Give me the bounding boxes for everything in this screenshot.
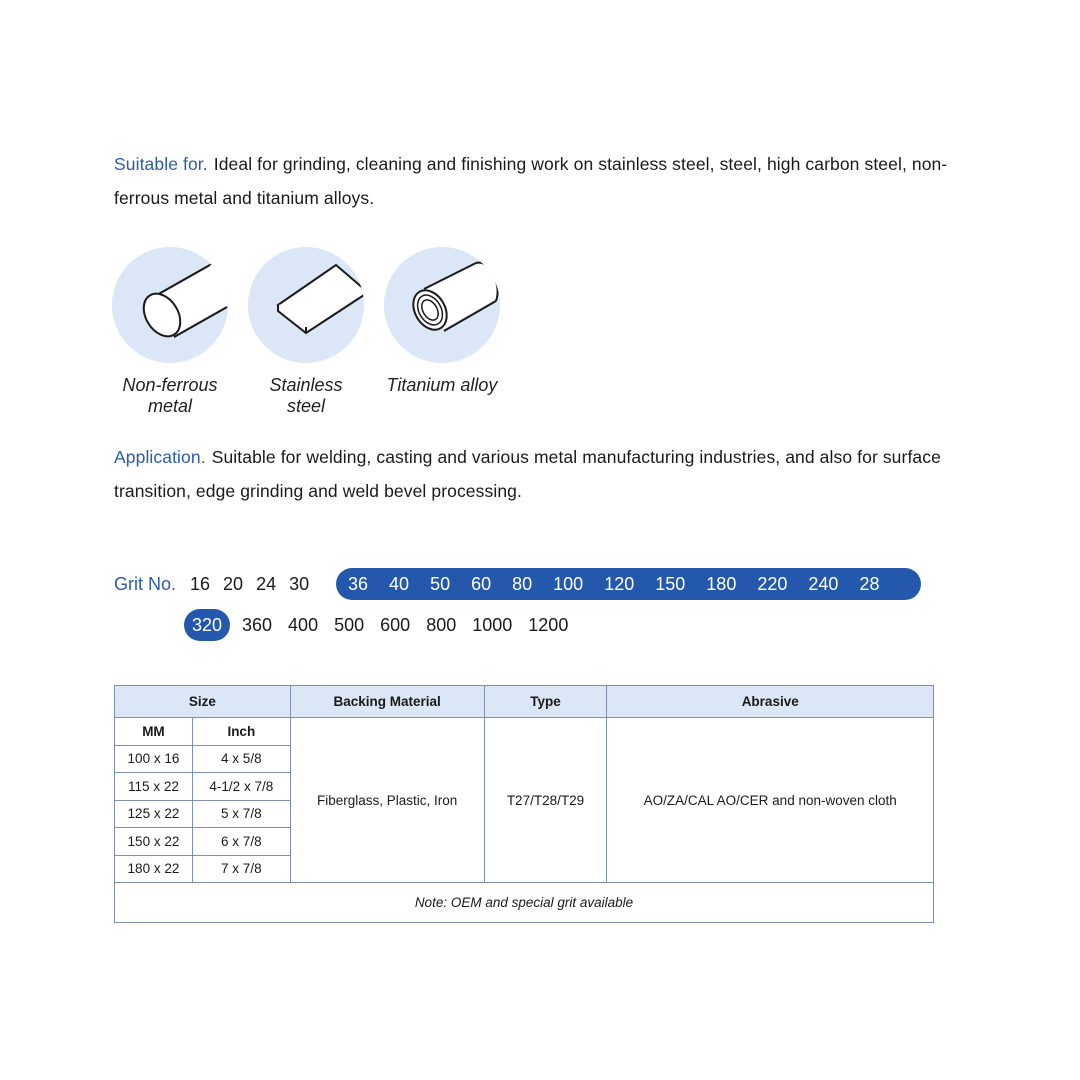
cell-type: T27/T28/T29 <box>484 718 607 883</box>
grit-value: 180 <box>706 573 737 594</box>
header-abrasive: Abrasive <box>607 686 934 718</box>
application-paragraph <box>114 440 994 508</box>
cell-inch: 4 x 5/8 <box>192 745 290 773</box>
grit-value: 1000 <box>472 614 513 635</box>
material-label: Titanium alloy <box>386 375 498 395</box>
grit-highlight-pill <box>336 568 921 600</box>
application-lead: Application. <box>114 447 206 467</box>
cell-mm: 100 x 16 <box>115 745 193 773</box>
material-non-ferrous <box>112 247 228 417</box>
subheader-mm: MM <box>115 718 193 746</box>
suitable-text: Ideal for grinding, cleaning and finishing work on stainless steel, steel, high carbon steel, non-ferrous metal and titanium alloys. <box>114 154 948 208</box>
table-header-row <box>115 686 934 718</box>
grit-row1-plain <box>190 568 322 600</box>
grit-value: 600 <box>380 614 411 635</box>
cell-abrasive: AO/ZA/CAL AO/CER and non-woven cloth <box>607 718 934 883</box>
application-text: Suitable for welding, casting and various metal manufacturing industries, and also for surface transition, edge grinding and weld bevel processing. <box>114 447 941 501</box>
grit-value: 320 <box>192 614 223 635</box>
suitable-lead: Suitable for. <box>114 154 208 174</box>
round-bar-icon <box>112 247 228 363</box>
grit-value: 60 <box>471 573 492 594</box>
grit-value: 36 <box>348 573 369 594</box>
header-backing: Backing Material <box>290 686 484 718</box>
grit-value: 80 <box>512 573 533 594</box>
grit-value: 1200 <box>528 614 569 635</box>
grit-value: 360 <box>242 614 273 635</box>
material-label: Stainless steel <box>269 375 343 416</box>
grit-value: 100 <box>553 573 584 594</box>
grit-value: 20 <box>223 573 244 594</box>
suitable-paragraph <box>114 147 994 215</box>
grit-value: 50 <box>430 573 451 594</box>
grit-value: 16 <box>190 573 211 594</box>
spec-table <box>114 685 934 923</box>
header-type: Type <box>484 686 607 718</box>
cell-inch: 6 x 7/8 <box>192 828 290 856</box>
grit-value: 30 <box>289 573 310 594</box>
cell-mm: 125 x 22 <box>115 800 193 828</box>
cell-inch: 7 x 7/8 <box>192 855 290 883</box>
material-titanium <box>384 247 500 417</box>
table-note: Note: OEM and special grit available <box>115 883 934 923</box>
header-size: Size <box>115 686 291 718</box>
material-label: Non-ferrous metal <box>122 375 218 416</box>
table-row <box>115 718 934 746</box>
cell-backing: Fiberglass, Plastic, Iron <box>290 718 484 883</box>
grit-value: 400 <box>288 614 319 635</box>
materials-row <box>112 247 500 417</box>
grit-value: 240 <box>808 573 839 594</box>
cell-mm: 115 x 22 <box>115 773 193 801</box>
grit-value: 24 <box>256 573 277 594</box>
grit-value: 500 <box>334 614 365 635</box>
material-stainless <box>248 247 364 417</box>
table-note-row <box>115 883 934 923</box>
cell-inch: 5 x 7/8 <box>192 800 290 828</box>
grit-row2-plain <box>242 609 584 641</box>
cell-mm: 180 x 22 <box>115 855 193 883</box>
grit-value: 220 <box>757 573 788 594</box>
flat-bar-icon <box>248 247 364 363</box>
grit-value: 150 <box>655 573 686 594</box>
grit-value: 28 <box>859 573 880 594</box>
subheader-inch: Inch <box>192 718 290 746</box>
grit-highlight-pill <box>184 609 230 641</box>
grit-value: 40 <box>389 573 410 594</box>
grit-value: 120 <box>604 573 635 594</box>
tube-icon <box>384 247 500 363</box>
grit-title: Grit No. <box>114 574 177 594</box>
cell-mm: 150 x 22 <box>115 828 193 856</box>
cell-inch: 4-1/2 x 7/8 <box>192 773 290 801</box>
grit-value: 800 <box>426 614 457 635</box>
